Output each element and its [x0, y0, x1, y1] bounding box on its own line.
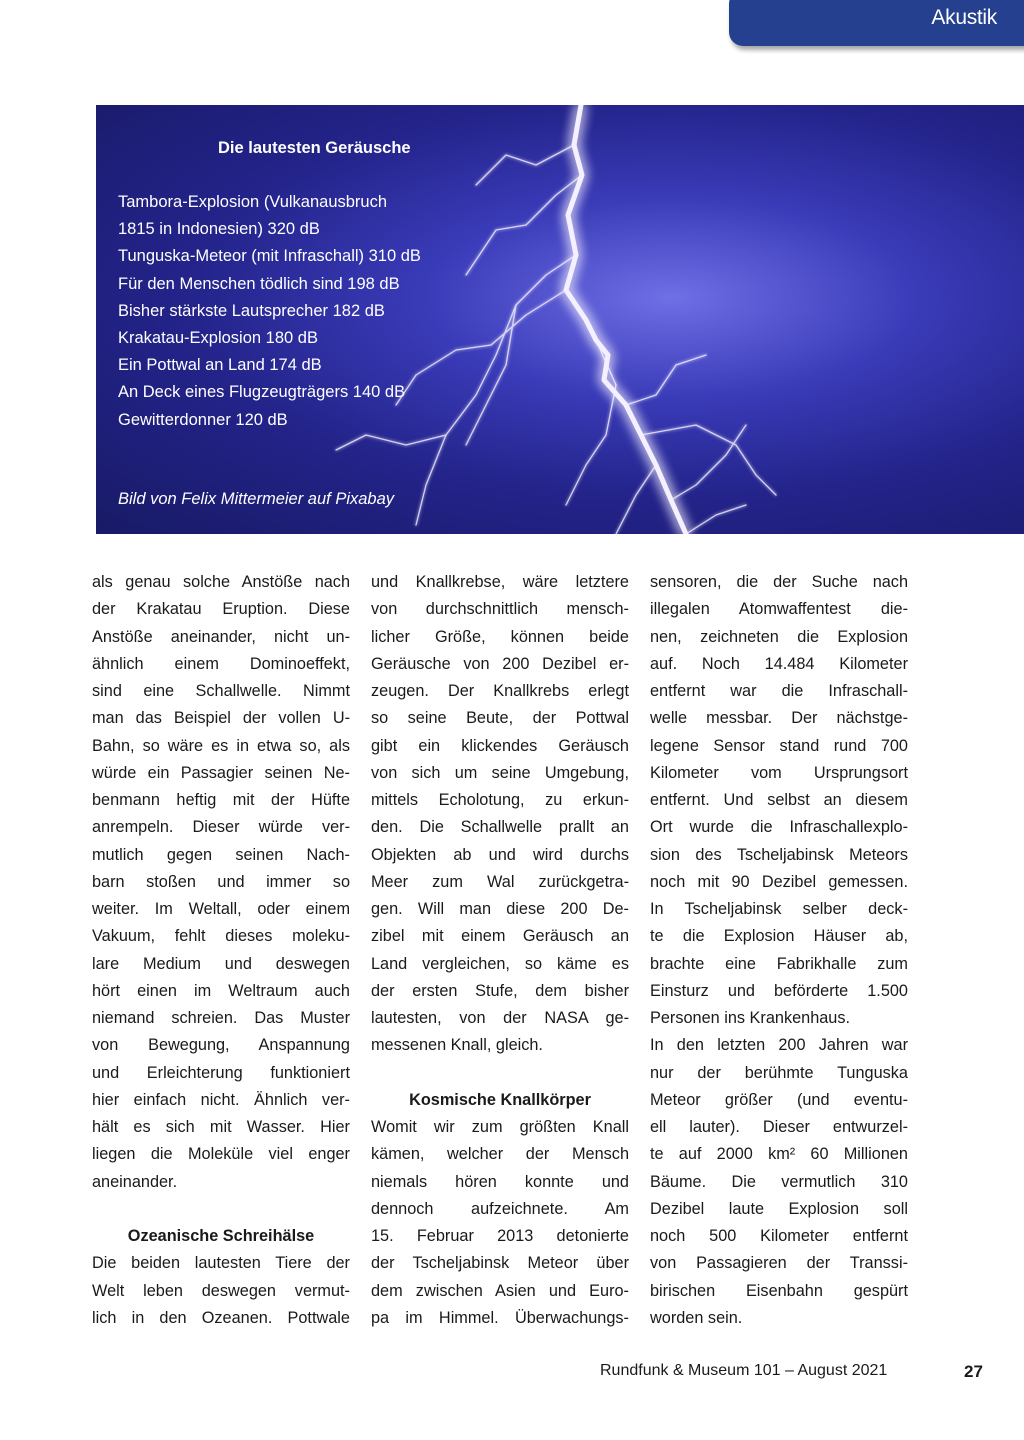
text-line: Meteor größer (und eventu- [650, 1090, 909, 1109]
page-number: 27 [964, 1362, 983, 1381]
section-tab [729, 0, 1024, 46]
section-heading: Kosmische Knallkörper [409, 1090, 591, 1109]
text-line: aneinander. [92, 1172, 178, 1191]
text-line: so seine Beute, der Pottwal [371, 709, 630, 728]
text-line: gen. Will man diese 200 De- [371, 900, 629, 918]
text-line: anrempeln. Dieser würde ver- [92, 818, 350, 837]
infobox-item: Krakatau-Explosion 180 dB [118, 329, 318, 348]
text-line: Dezibel laute Explosion soll [650, 1199, 908, 1218]
text-line: von Bewegung, Anspannung [92, 1036, 350, 1055]
text-line: sind eine Schallwelle. Nimmt [92, 682, 351, 700]
text-line: auf. Noch 14.484 Kilometer [650, 654, 908, 673]
text-line: der ersten Stufe, dem bisher [371, 981, 629, 1000]
text-line: benmann heftig mit der Hüfte [92, 791, 351, 809]
text-line: legene Sensor stand rund 700 [650, 736, 908, 755]
text-line: kämen, welcher der Mensch [371, 1145, 629, 1164]
text-line: und Knallkrebse, wäre letztere [371, 573, 629, 591]
text-line: Objekten ab und wird durchs [371, 845, 629, 864]
text-line: zibel mit einem Geräusch an [371, 927, 630, 946]
text-line: Land vergleichen, so käme es [371, 954, 629, 973]
text-line: noch mit 90 Dezibel gemessen. [650, 872, 908, 891]
text-line: dem zwischen Asien und Euro- [371, 1281, 629, 1300]
text-line: brachte eine Fabrikhalle zum [650, 954, 908, 973]
text-line [371, 1060, 629, 1087]
text-line: Bäume. Die vermutlich 310 [650, 1172, 908, 1191]
section-heading: Ozeanische Schreihälse [127, 1227, 315, 1245]
text-line: würde ein Passagier seinen Ne- [92, 763, 350, 782]
text-line: und Erleichterung funktioniert [92, 1063, 350, 1082]
text-line: pa im Himmel. Überwachungs- [371, 1308, 629, 1327]
text-line: von durchschnittlich mensch- [371, 600, 629, 619]
infobox-item: An Deck eines Flugzeugträgers 140 dB [118, 383, 406, 402]
text-line: Die beiden lautesten Tiere der [92, 1254, 350, 1273]
text-line: zeugen. Der Knallkrebs erlegt [371, 682, 629, 700]
text-line: sensoren, die der Suche nach [650, 573, 909, 591]
publication-footer: Rundfunk & Museum 101 – August 2021 [600, 1362, 888, 1379]
text-line: messenen Knall, gleich. [371, 1036, 543, 1055]
text-line: Bahn, so wäre es in etwa so, als [92, 736, 350, 755]
text-line: entfernt war die Infraschall- [650, 682, 908, 700]
text-line: lautesten, von der NASA ge- [371, 1009, 630, 1027]
text-line: mittels Echolotung, zu erkun- [371, 791, 630, 809]
text-line: von Passagieren der Transsi- [650, 1254, 908, 1273]
text-line: man das Beispiel der vollen U- [92, 709, 351, 728]
text-line: birischen Eisenbahn gespürt [650, 1281, 908, 1300]
text-line: Kilometer vom Ursprungsort [650, 763, 908, 782]
infobox-item: Bisher stärkste Lautsprecher 182 dB [118, 301, 385, 320]
text-line: als genau solche Anstöße nach [92, 573, 351, 591]
text-line: lare Medium und deswegen [92, 954, 350, 973]
text-line: licher Größe, können beide [371, 627, 629, 646]
text-line: nur der berühmte Tunguska [650, 1063, 908, 1082]
text-line: mutlich gegen seinen Nach- [92, 845, 350, 864]
text-line: liegen die Moleküle viel enger [92, 1145, 350, 1164]
text-line: nen, zeichneten die Explosion [650, 627, 909, 646]
text-line: Anstöße aneinander, nicht un- [92, 627, 350, 646]
text-line: Personen ins Krankenhaus. [650, 1009, 851, 1027]
text-line: sion des Tscheljabinsk Meteors [650, 845, 908, 864]
text-line: 15. Februar 2013 detonierte [371, 1227, 629, 1245]
text-line: te auf 2000 km² 60 Millionen [650, 1145, 908, 1164]
text-line: te die Explosion Häuser ab, [650, 927, 908, 946]
infobox-title: Die lautesten Geräusche [218, 139, 411, 157]
infobox-list [118, 189, 421, 434]
text-line: von sich um seine Umgebung, [371, 763, 630, 782]
text-line: hält es sich mit Wasser. Hier [92, 1118, 350, 1136]
text-line: der Krakatau Eruption. Diese [92, 600, 350, 619]
infobox-item: 1815 in Indonesien) 320 dB [118, 220, 320, 239]
text-line: Welt leben deswegen vermut- [92, 1281, 350, 1300]
text-line: illegalen Atomwaffentest die- [650, 600, 908, 619]
text-line [92, 1196, 350, 1223]
infobox-item: Für den Menschen tödlich sind 198 dB [118, 274, 400, 293]
text-line: niemand schreien. Das Muster [92, 1009, 350, 1027]
image-credit: Bild von Felix Mittermeier auf Pixabay [118, 490, 395, 508]
infobox-item: Ein Pottwal an Land 174 dB [118, 356, 322, 375]
text-line: barn stoßen und immer so [92, 872, 350, 891]
text-line: Ort wurde die Infraschallexplo- [650, 818, 908, 837]
text-line: Meer zum Wal zurückgetra- [371, 872, 629, 891]
infobox-item: Tambora-Explosion (Vulkanausbruch [118, 193, 388, 211]
text-line: worden sein. [650, 1308, 743, 1327]
infobox-item: Gewitterdonner 120 dB [118, 410, 288, 429]
text-line: niemals hören konnte und [371, 1172, 629, 1191]
text-line: dennoch aufzeichnete. Am [371, 1199, 629, 1218]
section-tab-label: Akustik [931, 6, 997, 29]
text-line: lich in den Ozeanen. Pottwale [92, 1308, 350, 1327]
text-line: gibt ein klickendes Geräusch [371, 736, 629, 755]
text-column-3 [650, 569, 908, 1332]
text-line: Womit wir zum größten Knall [371, 1118, 629, 1136]
text-line: weiter. Im Weltall, oder einem [92, 900, 351, 918]
text-line: den. Die Schallwelle prallt an [371, 818, 629, 837]
text-column-1 [92, 569, 350, 1332]
text-line: hier einfach nicht. Ähnlich ver- [92, 1090, 350, 1109]
text-line: In Tscheljabinsk selber deck- [650, 900, 908, 918]
text-line: Geräusche von 200 Dezibel er- [371, 654, 629, 673]
text-line: entfernt. Und selbst an diesem [650, 791, 908, 809]
infobox-item: Tunguska-Meteor (mit Infraschall) 310 dB [118, 247, 421, 266]
text-line: welle messbar. Der nächstge- [650, 709, 908, 728]
text-line: Vakuum, fehlt dieses moleku- [92, 927, 350, 946]
text-line: ähnlich einem Dominoeffekt, [92, 654, 350, 673]
text-line: hört einen im Weltraum auch [92, 981, 350, 1000]
text-line: noch 500 Kilometer entfernt [650, 1227, 908, 1245]
text-line: Einsturz und beförderte 1.500 [650, 981, 908, 1000]
text-line: der Tscheljabinsk Meteor über [371, 1254, 629, 1273]
text-line: ell lauter). Dieser entwurzel- [650, 1118, 909, 1136]
text-line: In den letzten 200 Jahren war [650, 1036, 909, 1055]
text-column-2 [371, 569, 629, 1332]
lightning-infobox [96, 105, 1024, 534]
